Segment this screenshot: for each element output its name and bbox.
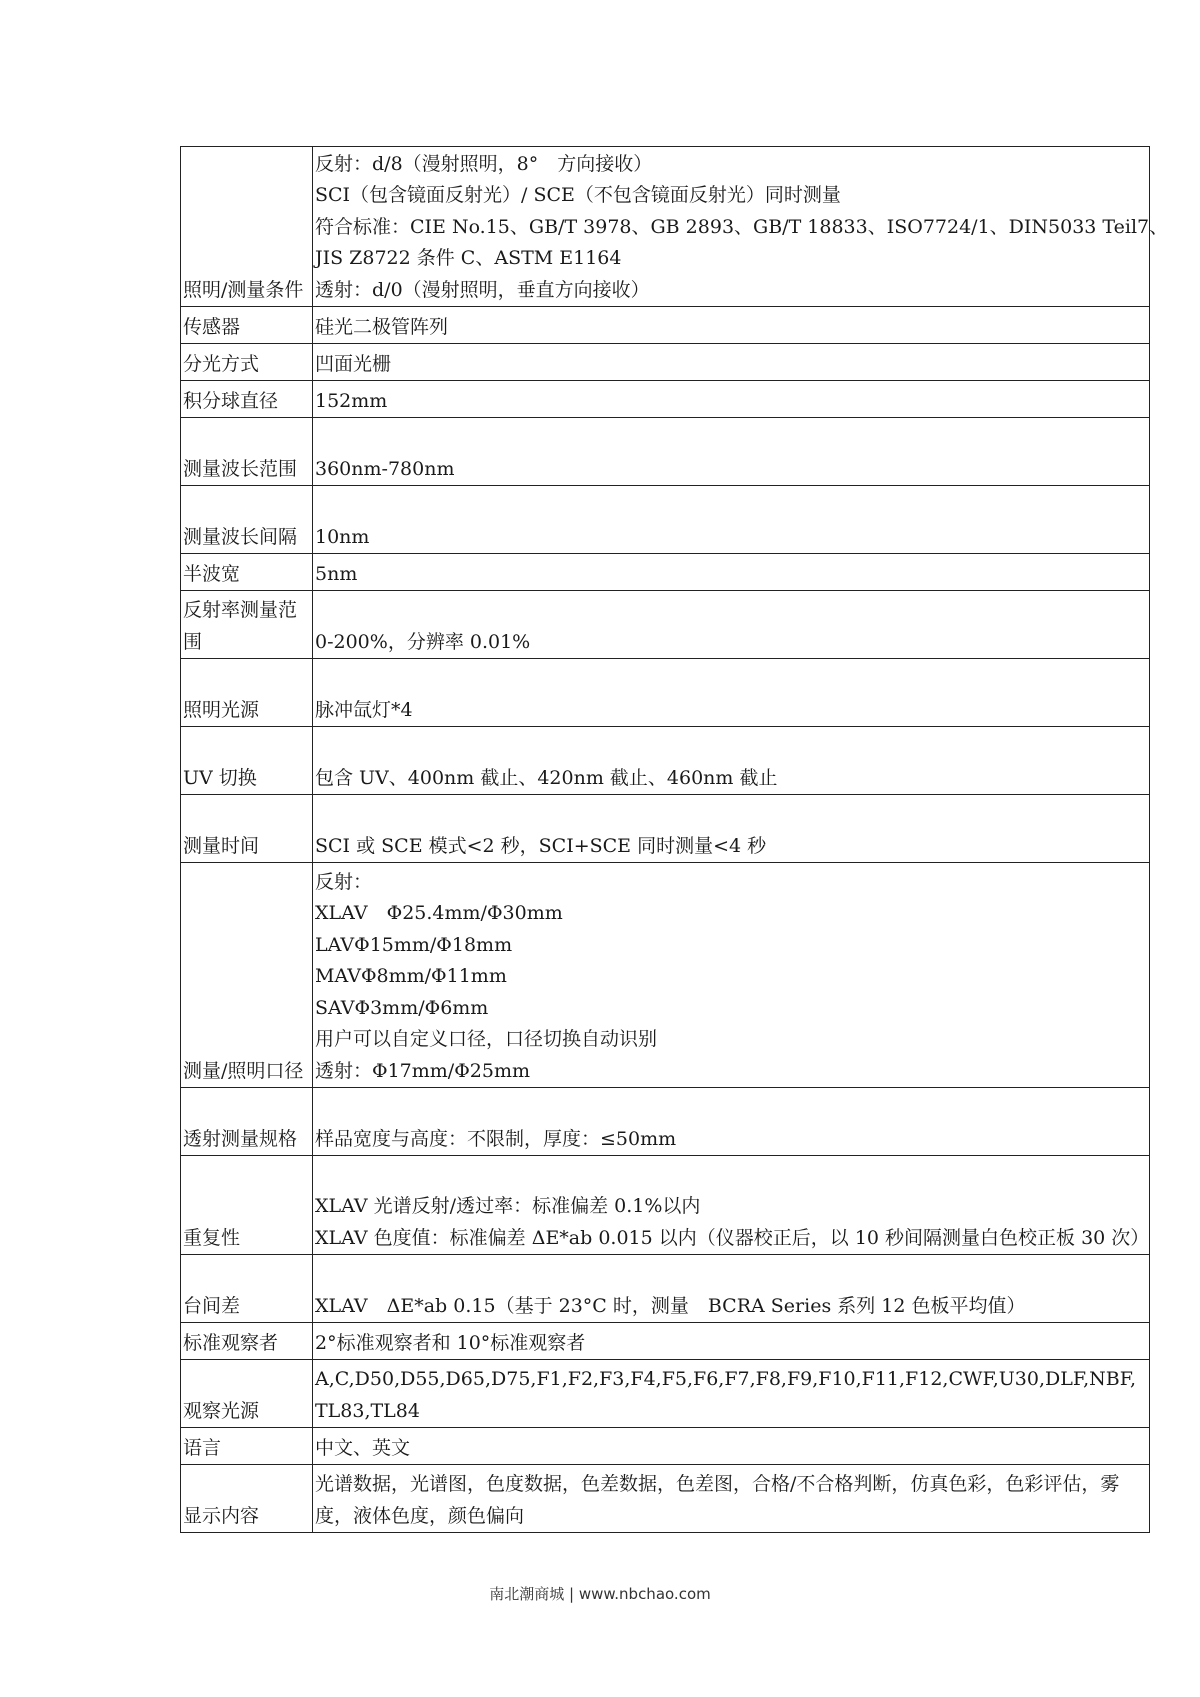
value-line: 透射：Φ17mm/Φ25mm — [315, 1059, 530, 1082]
table-row — [181, 863, 1150, 1088]
table-row — [181, 659, 1150, 727]
row-value: 光谱数据，光谱图，色度数据，色差数据，色差图，合格/不合格判断，仿真色彩，色彩评估，雾度，液体色度，颜色偏向 — [313, 1465, 1150, 1533]
value-line: 反射：d/8（漫射照明，8° 方向接收） — [315, 152, 653, 175]
row-label: 测量波长间隔 — [181, 486, 313, 554]
row-label: 重复性 — [181, 1156, 313, 1255]
table-row — [181, 554, 1150, 591]
table-row — [181, 1255, 1150, 1323]
value-line: 用户可以自定义口径，口径切换自动识别 — [315, 1028, 658, 1050]
row-label: UV 切换 — [181, 727, 313, 795]
row-label: 观察光源 — [181, 1360, 313, 1428]
row-value — [313, 147, 1169, 307]
row-value — [313, 863, 1150, 1088]
table-row — [181, 1323, 1150, 1360]
row-label: 测量波长范围 — [181, 418, 313, 486]
row-value: XLAV ΔE*ab 0.15（基于 23°C 时，测量 BCRA Series 系列 12 色板平均值） — [313, 1255, 1150, 1323]
table-row — [181, 591, 1150, 659]
row-value: 360nm-780nm — [313, 418, 1150, 486]
row-value: SCI 或 SCE 模式<2 秒，SCI+SCE 同时测量<4 秒 — [313, 795, 1150, 863]
value-line: JIS Z8722 条件 C、ASTM E1164 — [315, 247, 622, 269]
row-value: 包含 UV、400nm 截止、420nm 截止、460nm 截止 — [313, 727, 1150, 795]
table-row — [181, 418, 1150, 486]
footer-text: 南北潮商城 | www.nbchao.com — [489, 1585, 711, 1603]
table-row — [181, 795, 1150, 863]
row-label: 照明/测量条件 — [181, 147, 313, 307]
table-row — [181, 1088, 1150, 1156]
row-value: 脉冲氙灯*4 — [313, 659, 1150, 727]
row-label: 传感器 — [181, 307, 313, 344]
value-line: XLAV 光谱反射/透过率：标准偏差 0.1%以内 — [315, 1195, 701, 1217]
row-value: 0-200%，分辨率 0.01% — [313, 591, 1150, 659]
table-row — [181, 1465, 1150, 1533]
row-label: 测量/照明口径 — [181, 863, 313, 1088]
value-line: XLAV 色度值：标准偏差 ΔE*ab 0.015 以内（仪器校正后，以 10 秒间隔测量白色校正板 30 次） — [315, 1226, 1150, 1249]
table-row — [181, 1360, 1150, 1428]
value-line: SAVΦ3mm/Φ6mm — [315, 996, 489, 1019]
row-value: 5nm — [313, 554, 1150, 591]
spec-table — [180, 146, 1169, 1533]
row-value: 硅光二极管阵列 — [313, 307, 1150, 344]
row-value: 凹面光栅 — [313, 344, 1150, 381]
table-row — [181, 344, 1150, 381]
row-label: 反射率测量范围 — [181, 591, 313, 659]
row-label: 照明光源 — [181, 659, 313, 727]
row-value: 152mm — [313, 381, 1150, 418]
row-value: 中文、英文 — [313, 1428, 1150, 1465]
row-label: 测量时间 — [181, 795, 313, 863]
row-value: 10nm — [313, 486, 1150, 554]
value-line: 反射： — [315, 870, 373, 893]
table-row — [181, 147, 1150, 307]
table-row — [181, 1428, 1150, 1465]
value-line: LAVΦ15mm/Φ18mm — [315, 933, 513, 956]
row-label: 分光方式 — [181, 344, 313, 381]
value-line: 透射：d/0（漫射照明，垂直方向接收） — [315, 278, 650, 301]
table-row — [181, 381, 1150, 418]
row-value — [313, 1156, 1150, 1255]
row-label: 语言 — [181, 1428, 313, 1465]
table-row — [181, 727, 1150, 795]
row-label: 积分球直径 — [181, 381, 313, 418]
value-line: SCI（包含镜面反射光）/ SCE（不包含镜面反射光）同时测量 — [315, 184, 841, 206]
row-value: A,C,D50,D55,D65,D75,F1,F2,F3,F4,F5,F6,F7,F8,F9,F10,F11,F12,CWF,U30,DLF,NBF,TL83,TL84 — [313, 1360, 1150, 1428]
row-label: 半波宽 — [181, 554, 313, 591]
table-row — [181, 1156, 1150, 1255]
value-line: 符合标准：CIE No.15、GB/T 3978、GB 2893、GB/T 18833、ISO7724/1、DIN5033 Teil7、 — [315, 215, 1169, 238]
row-label: 标准观察者 — [181, 1323, 313, 1360]
row-value: 2°标准观察者和 10°标准观察者 — [313, 1323, 1150, 1360]
row-value: 样品宽度与高度：不限制，厚度：≤50mm — [313, 1088, 1150, 1156]
row-label: 透射测量规格 — [181, 1088, 313, 1156]
value-line: XLAV Φ25.4mm/Φ30mm — [315, 902, 563, 924]
table-row — [181, 486, 1150, 554]
table-row — [181, 307, 1150, 344]
row-label: 显示内容 — [181, 1465, 313, 1533]
value-line: MAVΦ8mm/Φ11mm — [315, 965, 507, 987]
row-label: 台间差 — [181, 1255, 313, 1323]
